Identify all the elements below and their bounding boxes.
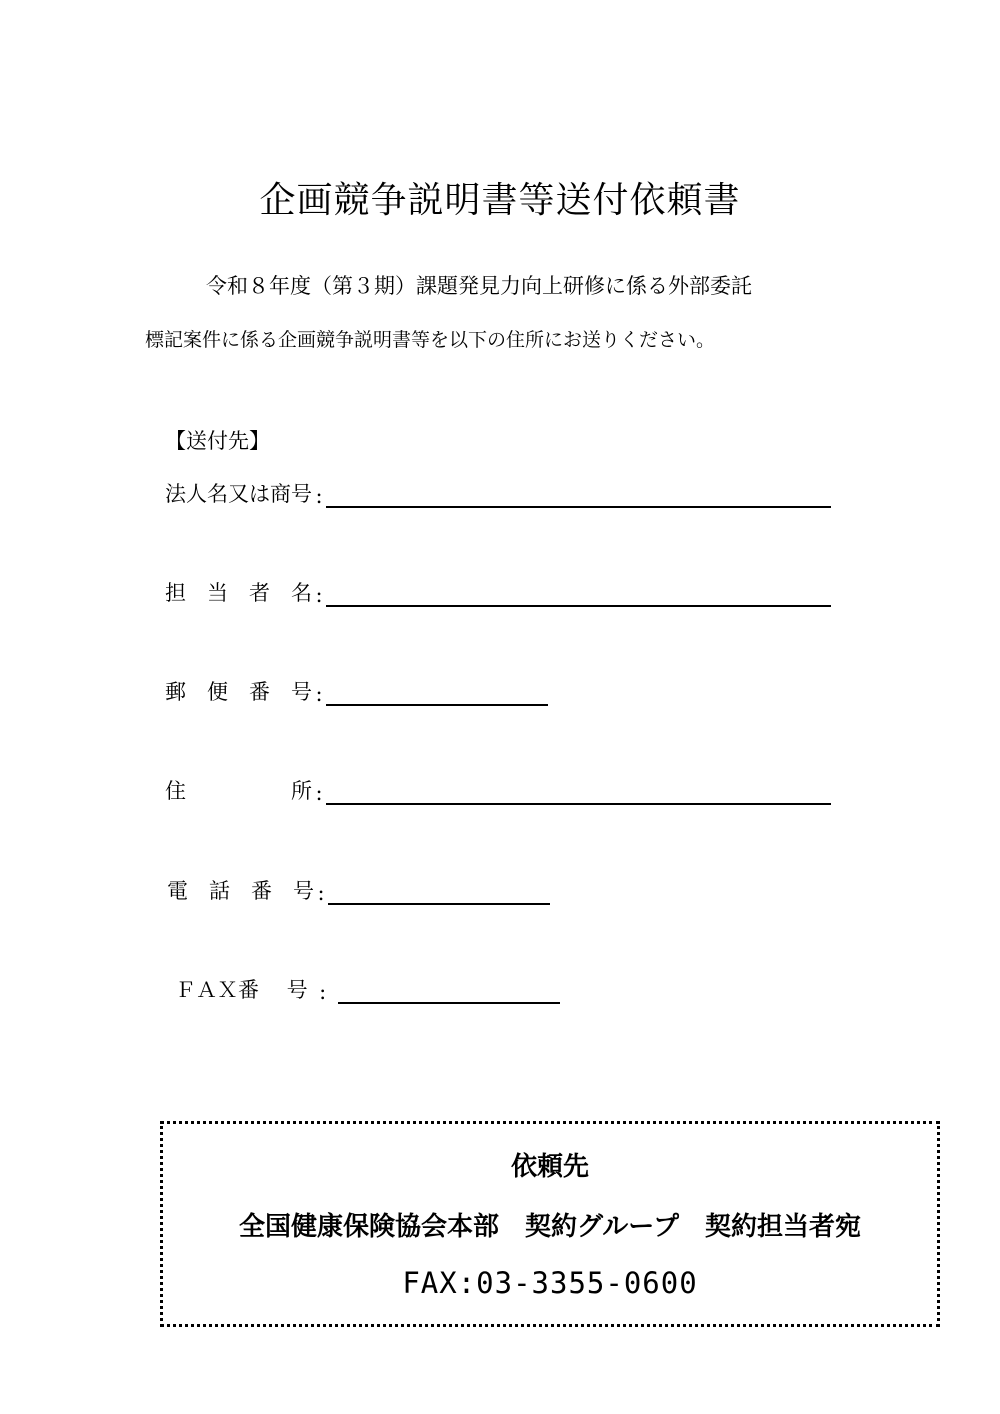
field-fax-number [175,972,560,1004]
field-label: 担 当 者 名 [165,581,312,605]
field-label: 郵 便 番 号 [165,680,312,704]
field-colon: : [317,881,325,905]
request-destination-box [160,1121,940,1327]
field-label: 電 話 番 号 [167,879,314,903]
field-address [165,773,831,805]
request-box-fax: FAX:03-3355-0600 [402,1266,698,1300]
field-colon: : [315,781,323,805]
field-colon: : [315,484,323,508]
contact-person-input-line[interactable] [326,577,831,607]
field-postal-code [165,674,548,706]
field-contact-person [165,575,831,607]
field-label: ＦＡＸ番 号 [175,978,308,1002]
field-company-name [165,476,831,508]
fax-number-input-line[interactable] [338,974,560,1004]
request-box-heading: 依頼先 [510,1152,589,1182]
request-box-recipient: 全国健康保険協会本部 契約グループ 契約担当者宛 [239,1212,861,1242]
company-name-input-line[interactable] [326,478,831,508]
field-colon: : [315,583,323,607]
subject-line: 令和８年度（第３期）課題発見力向上研修に係る外部委託 [206,274,752,298]
field-colon: : [315,682,323,706]
destination-heading: 【送付先】 [165,429,270,453]
postal-code-input-line[interactable] [326,676,548,706]
address-input-line[interactable] [326,775,831,805]
phone-number-input-line[interactable] [328,875,550,905]
field-colon: : [319,980,327,1004]
document-title: 企画競争説明書等送付依頼書 [259,180,741,221]
field-label: 法人名又は商号 [165,482,312,506]
field-phone-number [167,873,550,905]
field-label: 住 所 [165,779,312,803]
intro-text: 標記案件に係る企画競争説明書等を以下の住所にお送りください。 [145,329,716,351]
